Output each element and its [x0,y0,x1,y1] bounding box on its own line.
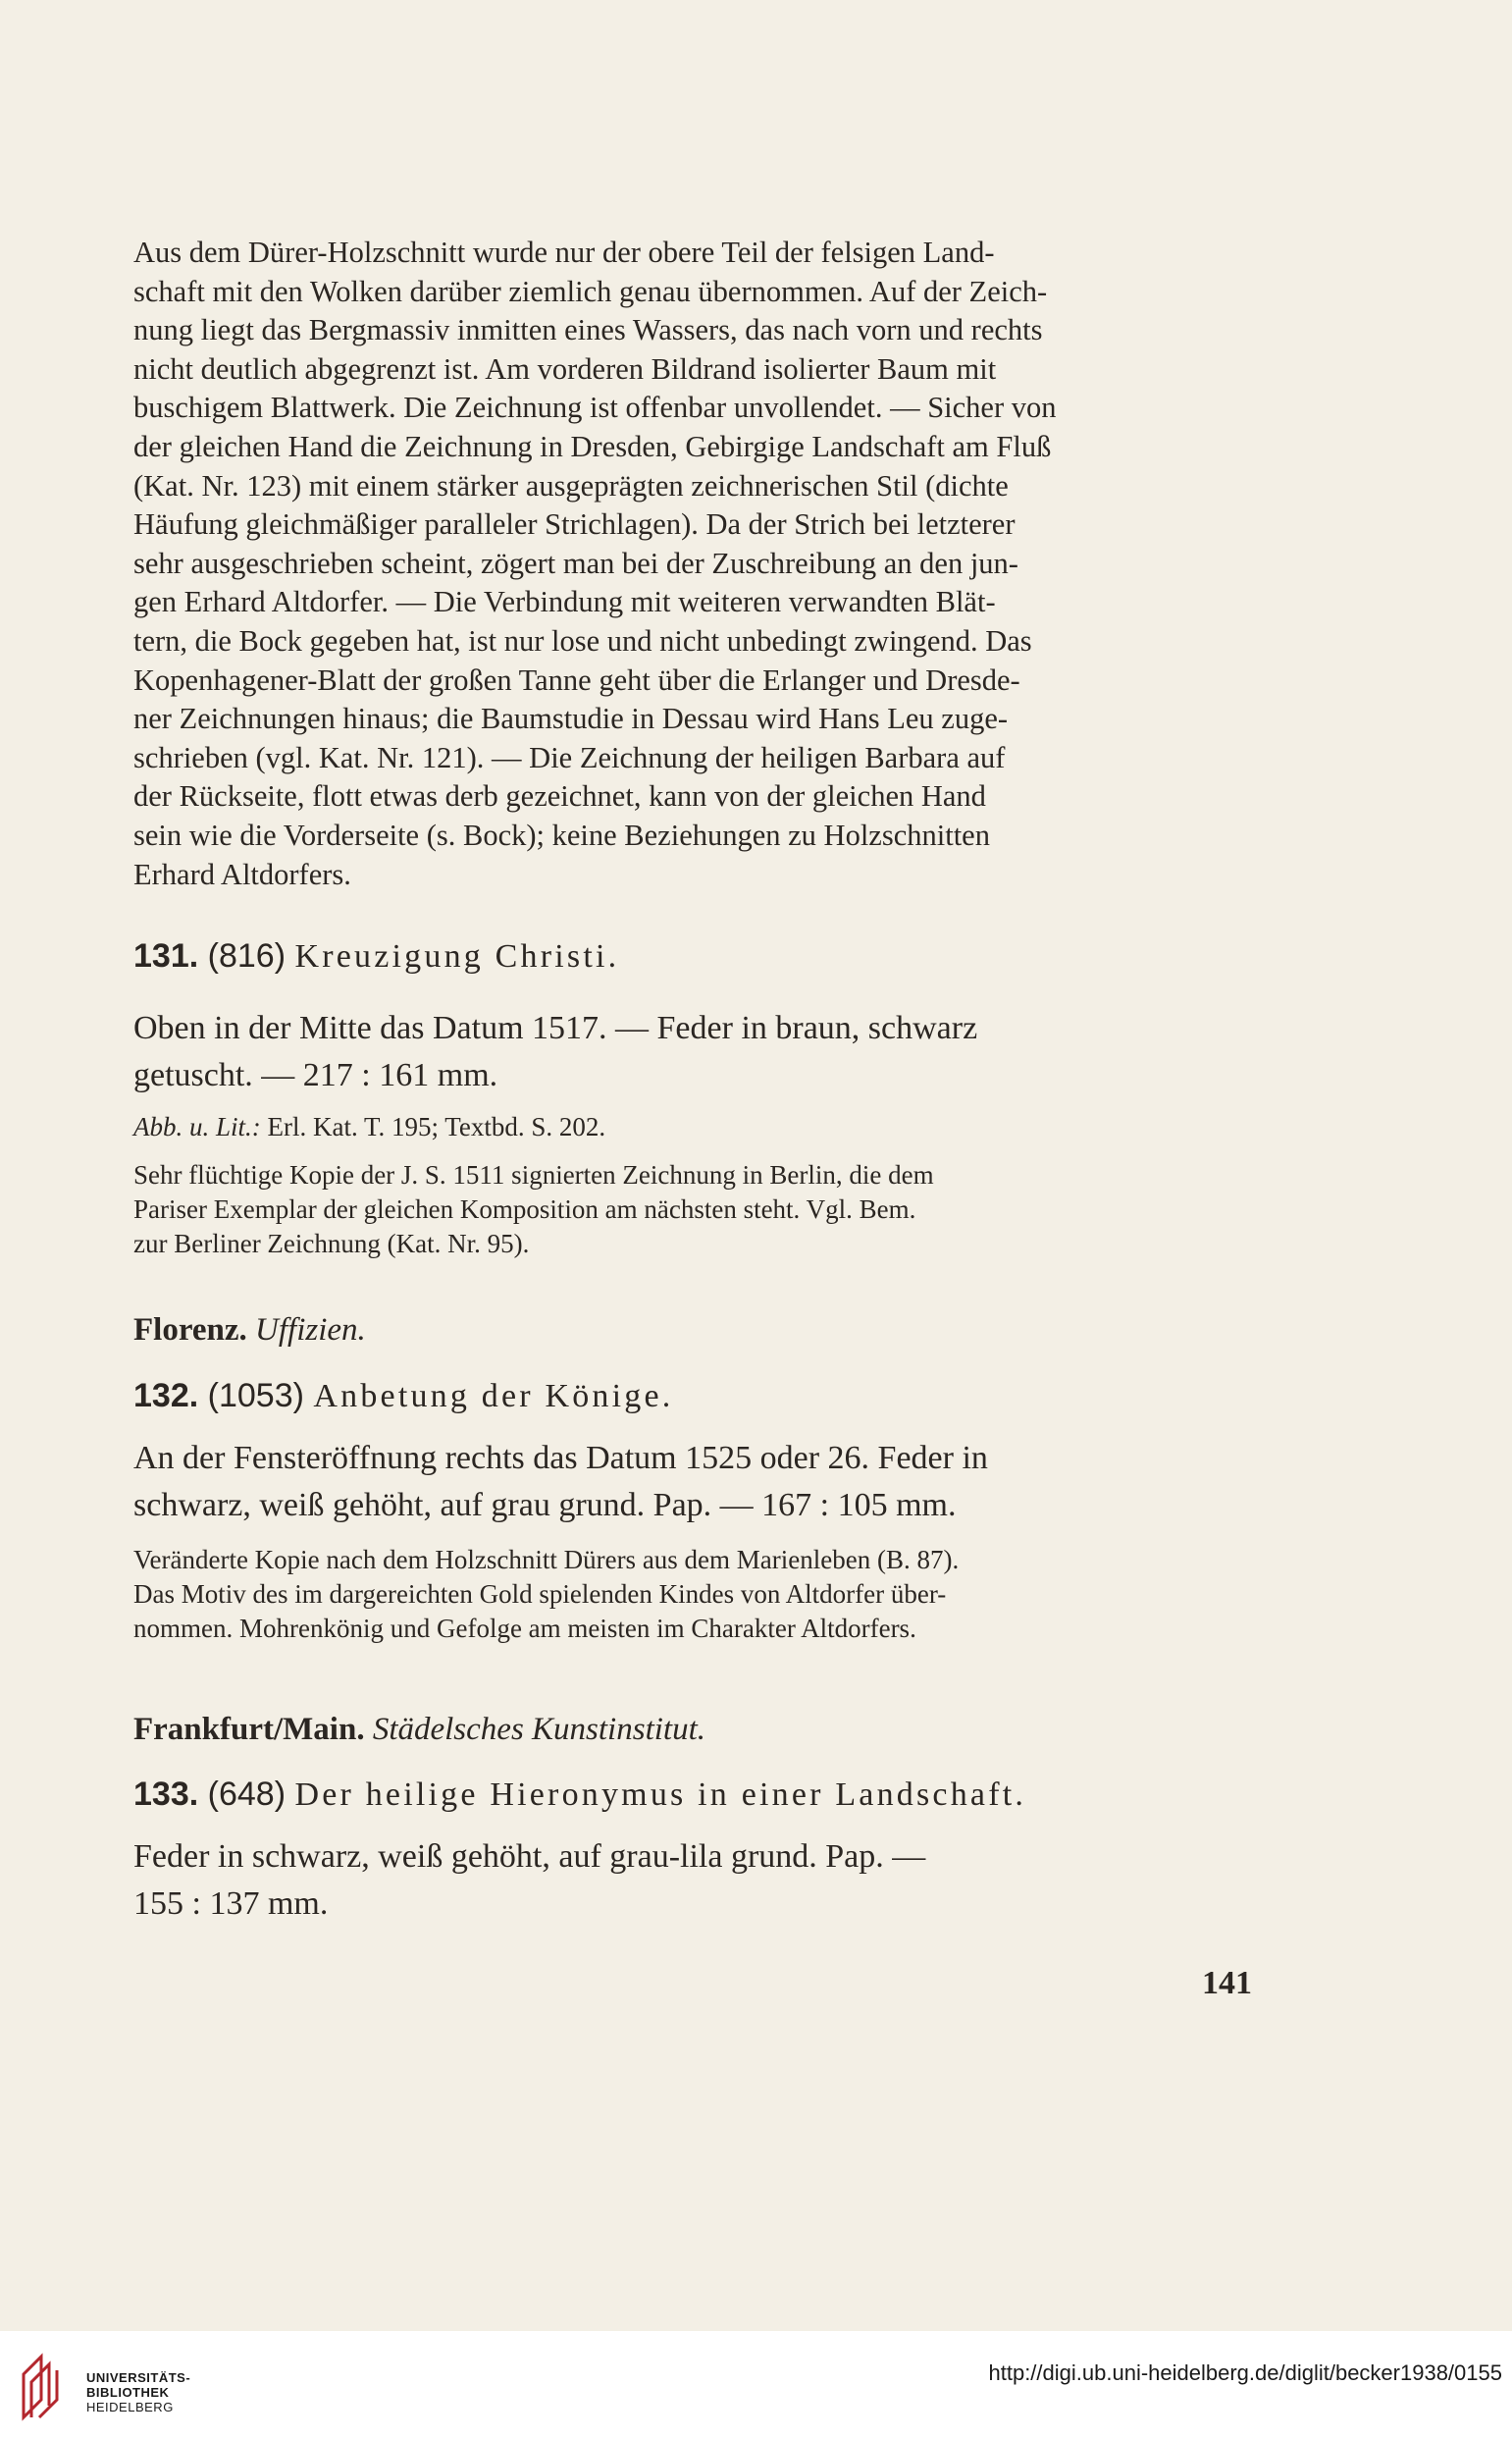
entry-132-description [133,1435,1252,1529]
text-line: (Kat. Nr. 123) mit einem stärker ausgeprägten zeichnerischen Stil (dichte [133,468,1009,503]
entry-inventory: (1053) [207,1377,304,1414]
text-line: tern, die Bock gegeben hat, ist nur lose und nicht unbedingt zwingend. Das [133,623,1032,658]
text-line: Pariser Exemplar der gleichen Komposition am nächsten steht. Vgl. Bem. [133,1194,916,1224]
page-number: 141 [1202,1965,1252,2001]
text-line: schrieben (vgl. Kat. Nr. 121). — Die Zeichnung der heiligen Barbara auf [133,740,1006,774]
location-city: Florenz. [133,1312,247,1348]
literature-label: Abb. u. Lit.: [133,1112,261,1141]
text-line: Aus dem Dürer-Holzschnitt wurde nur der obere Teil der felsigen Land- [133,236,995,269]
text-line: nommen. Mohrenkönig und Gefolge am meisten im Charakter Altdorfers. [133,1614,916,1643]
entry-131-description [133,1005,1252,1099]
text-line: der gleichen Hand die Zeichnung in Dresden, Gebirgige Landschaft am Fluß [133,429,1052,463]
text-line: zur Berliner Zeichnung (Kat. Nr. 95). [133,1229,530,1258]
entry-131-heading [133,936,1252,977]
text-line: buschigem Blattwerk. Die Zeichnung ist offenbar unvollendet. — Sicher von [133,391,1057,425]
entry-number: 133. [133,1776,199,1813]
text-line: An der Fensteröffnung rechts das Datum 1525 oder 26. Feder in [133,1440,988,1476]
entry-inventory: (648) [207,1776,287,1813]
text-line: der Rückseite, flott etwas derb gezeichnet, kann von der gleichen Hand [133,779,986,814]
entry-132-note [133,1543,1252,1646]
text-line: Feder in schwarz, weiß gehöht, auf grau-lila grund. Pap. — [133,1838,926,1875]
text-line: sein wie die Vorderseite (s. Bock); keine Beziehungen zu Holzschnitten [133,818,990,852]
entry-number: 131. [133,937,199,975]
entry-133-description [133,1833,1252,1928]
entry-133-heading [133,1775,1252,1815]
text-line: sehr ausgeschrieben scheint, zögert man bei der Zuschreibung an den jun- [133,546,1018,580]
location-institution: Uffizien. [255,1312,366,1348]
library-name [86,2370,190,2414]
entry-132-heading [133,1376,1252,1416]
entry-title: Der heilige Hieronymus in einer Landschaft. [294,1776,1027,1813]
text-line: ner Zeichnungen hinaus; die Baumstudie in Dessau wird Hans Leu zuge- [133,702,1009,736]
text-line: Veränderte Kopie nach dem Holzschnitt Dürers aus dem Marienleben (B. 87). [133,1545,960,1574]
entry-131-note [133,1158,1252,1261]
library-name-line: UNIVERSITÄTS- [86,2370,191,2385]
text-line: nung liegt das Bergmassiv inmitten eines Wassers, das nach vorn und rechts [133,313,1043,347]
entry-title: Anbetung der Könige. [313,1378,674,1414]
intro-paragraph [133,234,1252,894]
text-line: Sehr flüchtige Kopie der J. S. 1511 signierten Zeichnung in Berlin, die dem [133,1160,934,1190]
entry-inventory: (816) [207,937,287,975]
library-name-line: HEIDELBERG [86,2400,174,2414]
text-line: Das Motiv des im dargereichten Gold spielenden Kindes von Altdorfer über- [133,1579,947,1609]
source-url-link[interactable]: http://digi.ub.uni-heidelberg.de/diglit/becker1938/0155 [988,2360,1502,2385]
text-line: gen Erhard Altdorfer. — Die Verbindung mit weiteren verwandten Blät- [133,585,996,619]
entry-title: Kreuzigung Christi. [294,938,620,975]
text-line: nicht deutlich abgegrenzt ist. Am vorderen Bildrand isolierter Baum mit [133,351,997,386]
text-line: 155 : 137 mm. [133,1885,329,1922]
text-line: Kopenhagener-Blatt der großen Tanne geht über die Erlanger und Dresde- [133,663,1020,697]
text-line: Erhard Altdorfers. [133,857,351,891]
text-line: schaft mit den Wolken darüber ziemlich genau übernommen. Auf der Zeich- [133,274,1048,308]
text-line: Oben in der Mitte das Datum 1517. — Feder in braun, schwarz [133,1010,978,1046]
footer-bar [0,2331,1512,2439]
entry-131-literature [133,1109,1252,1144]
location-heading-frankfurt [133,1710,705,1749]
location-city: Frankfurt/Main. [133,1712,365,1747]
ub-heidelberg-logo-icon[interactable] [18,2349,67,2421]
text-line: Häufung gleichmäßiger paralleler Strichlagen). Da der Strich bei letzterer [133,507,1016,542]
entry-number: 132. [133,1377,199,1414]
text-line: getuscht. — 217 : 161 mm. [133,1057,498,1093]
location-institution: Städelsches Kunstinstitut. [372,1712,705,1747]
literature-text: Erl. Kat. T. 195; Textbd. S. 202. [267,1112,606,1141]
text-line: schwarz, weiß gehöht, auf grau grund. Pap. — 167 : 105 mm. [133,1487,957,1523]
library-name-line: BIBLIOTHEK [86,2385,170,2400]
location-heading-florenz [133,1310,366,1350]
